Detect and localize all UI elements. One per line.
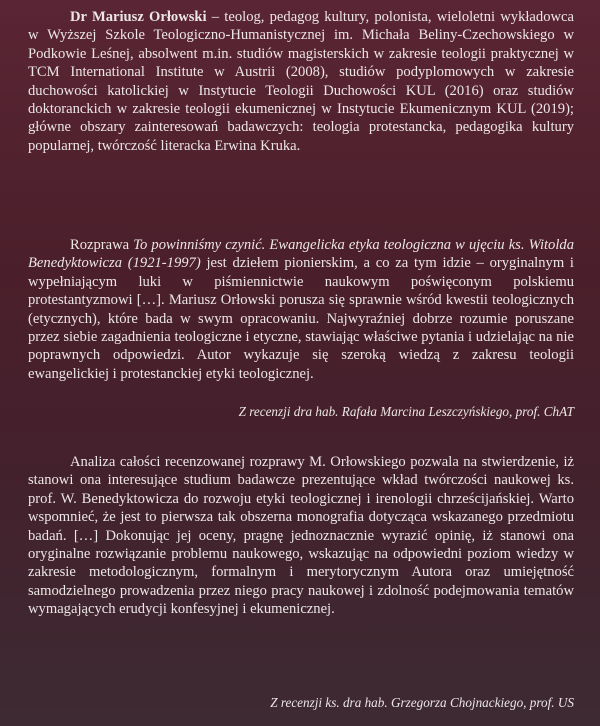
author-bio [28,8,574,155]
review-2-text: Analiza całości recenzowanej rozprawy M. Orłowskiego pozwala na stwierdzenie, iż stanowi ona interesujące studium badawcze prezentujące wkład twórczości naukowej ks. prof. W. Benedyktowicza do rozwoju etyki teologicznej i irenologii chrześcijańskiej. Warto wspomnieć, że jest to pierwsza tak obszerna monografia dotycząca wskazanego przedmiotu badań. […] Dokonując jej oceny, pragnę jednoznacznie wyrazić opinię, iż stanowi ona oryginalne rozwiązanie problemu naukowego, wskazując na odpowiedni poziom wiedzy w zakresie metodologicznym, formalnym i merytorycznym Autora oraz umiejętność samodzielnego prowadzenia przez niego pracy naukowej i zdolność podejmowania tematów wymagających erudycji konfesyjnej i ekumenicznej. [28,454,574,618]
review-2 [28,453,574,619]
review-2-paragraph [28,453,574,619]
book-title: To powinniśmy czynić. Ewangelicka etyka teologiczna w ujęciu ks. Witolda Benedyktowicza (1921-1997) [28,237,574,272]
review-1-attribution: Z recenzji dra hab. Rafała Marcina Leszczyńskiego, prof. ChAT [238,404,574,419]
author-name: Dr Mariusz Orłowski [70,9,207,25]
review-2-attribution: Z recenzji ks. dra hab. Grzegorza Chojnackiego, prof. US [270,695,574,710]
review-1-paragraph [28,236,574,383]
review-1 [28,236,574,383]
review-1-text: jest dziełem pionierskim, a co za tym idzie – oryginalnym i wypełniającym luki w piśmiennictwie naukowym poświęconym polskiemu protestantyzmowi […]. Mariusz Orłowski porusza się sprawnie wśród kwestii teologicznych (etycznych), które bada w swym opracowaniu. Najwyraźniej dobrze rozumie poruszane przez siebie zagadnienia teologiczne i etyczne, stawiając właściwe pytania i udzielając na nie poprawnych odpowiedzi. Autor wykazuje się szeroką wiedzą z zakresu teologii ewangelickiej i protestanckiej etyki teologicznej. [28,255,574,382]
review-1-lead: Rozprawa [70,237,134,253]
author-bio-paragraph [28,8,574,155]
author-bio-text: – teolog, pedagog kultury, polonista, wieloletni wykładowca w Wyższej Szkole Teologiczno-Humanistycznej im. Michała Beliny-Czechowskiego w Podkowie Leśnej, absolwent m.in. studiów magisterskich w zakresie teologii praktycznej w TCM International Institute w Austrii (2008), studiów podyplomowych w zakresie duchowości katolickiej w Instytucie Teologii Duchowości KUL (2016) oraz studiów doktoranckich w zakresie teologii ekumenicznej w Instytucie Ekumenicznym KUL (2019); główne obszary zainteresowań badawczych: teologia protestancka, pedagogika kultury popularnej, twórczość literacka Erwina Kruka. [28,9,575,154]
